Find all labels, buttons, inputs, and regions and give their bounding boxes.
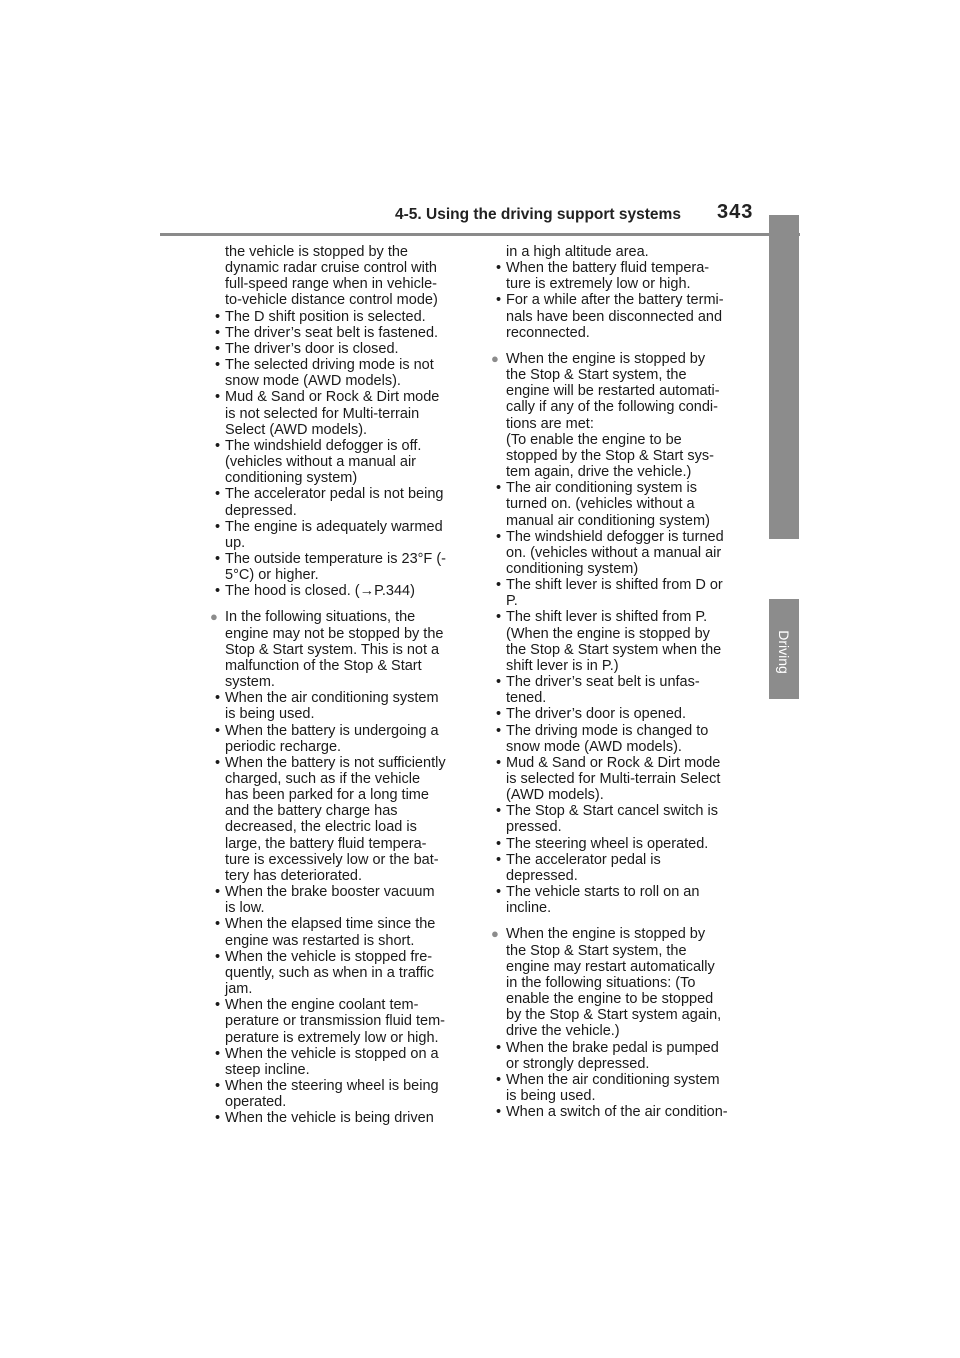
continued-text: the vehicle is stopped by the dynamic radar cruise control with full-speed range when in vehicle- to-vehicle distance control mode)	[225, 244, 438, 309]
bullet-item: • The accelerator pedal is depressed.	[489, 852, 764, 884]
header-divider	[160, 233, 800, 236]
bullet-item: • When the vehicle is being driven	[208, 1110, 473, 1126]
bullet-item: • When the vehicle is stopped on a steep incline.	[208, 1046, 473, 1078]
bullet-item: • When a switch of the air condition-	[489, 1104, 764, 1120]
section-title: 4-5. Using the driving support systems	[395, 206, 681, 223]
bullet-item: • Mud & Sand or Rock & Dirt mode is selected for Multi-terrain Select (AWD models).	[489, 755, 764, 803]
chapter-label-wrap	[772, 622, 796, 682]
bullet-item: • The windshield defogger is off. (vehicles without a manual air conditioning system)	[208, 438, 473, 486]
bullet-item: • The steering wheel is operated.	[489, 836, 764, 852]
bullet-item: • The driver’s door is closed.	[208, 341, 473, 357]
bullet-item: • The outside temperature is 23°F (- 5°C) or higher.	[208, 551, 473, 583]
bullet-item: • When the air conditioning system is being used.	[208, 690, 473, 722]
bullet-item: • The Stop & Start cancel switch is pressed.	[489, 803, 764, 835]
bullet-item: • For a while after the battery termi- nals have been disconnected and reconnected.	[489, 292, 764, 340]
bullet-item: • The vehicle starts to roll on an incline.	[489, 884, 764, 916]
bullet-item: • When the battery is not sufficiently charged, such as if the vehicle has been parked for a long time and the battery charge has decreased, the electric load is large, the battery fluid tempera- ture is excessively low or the bat- tery has deteriorated.	[208, 755, 473, 884]
page-number: 343	[717, 201, 754, 223]
bullet-item: • Mud & Sand or Rock & Dirt mode is not selected for Multi-terrain Select (AWD models).	[208, 389, 473, 437]
bullet-item: • The selected driving mode is not snow mode (AWD models).	[208, 357, 473, 389]
chapter-label: Driving	[776, 630, 792, 674]
bullet-item: • The air conditioning system is turned on. (vehicles without a manual air conditioning system)	[489, 480, 764, 528]
bullet-item: • When the elapsed time since the engine was restarted is short.	[208, 916, 473, 948]
left-text-column	[208, 244, 473, 1126]
bullet-item: • When the brake booster vacuum is low.	[208, 884, 473, 916]
chapter-number-box	[769, 539, 799, 599]
right-text-column	[489, 244, 764, 1120]
bullet-item: • When the battery is undergoing a periodic recharge.	[208, 723, 473, 755]
note-paragraph: ● In the following situations, the engine may not be stopped by the Stop & Start system. This is not a malfunction of the Stop & Start system.	[208, 609, 473, 690]
note-paragraph: ● When the engine is stopped by the Stop & Start system, the engine will be restarted automati- cally if any of the following condi- tions are met: (To enable the engine to be stopped by the Stop & Start sys- tem again, drive the vehicle.)	[489, 351, 764, 480]
bullet-item: • The driving mode is changed to snow mode (AWD models).	[489, 723, 764, 755]
bullet-item: • When the steering wheel is being operated.	[208, 1078, 473, 1110]
continued-text: in a high altitude area.	[506, 244, 649, 260]
bullet-item: • The driver’s seat belt is fastened.	[208, 325, 473, 341]
bullet-item: • The accelerator pedal is not being depressed.	[208, 486, 473, 518]
bullet-item: • The hood is closed. (→P.344)	[208, 583, 473, 599]
bullet-item: • The shift lever is shifted from D or P.	[489, 577, 764, 609]
bullet-item: • The windshield defogger is turned on. (vehicles without a manual air conditioning system)	[489, 529, 764, 577]
bullet-item: • When the air conditioning system is being used.	[489, 1072, 764, 1104]
note-paragraph: ● When the engine is stopped by the Stop & Start system, the engine may restart automatically in the following situations: (To enable the engine to be stopped by the Stop & Start system again, drive the vehicle.)	[489, 926, 764, 1039]
bullet-item: • The engine is adequately warmed up.	[208, 519, 473, 551]
bullet-item: • The D shift position is selected.	[208, 309, 473, 325]
bullet-item: • The driver’s seat belt is unfas- tened.	[489, 674, 764, 706]
bullet-item: • When the battery fluid tempera- ture is extremely low or high.	[489, 260, 764, 292]
bullet-item: • When the vehicle is stopped fre- quently, such as when in a traffic jam.	[208, 949, 473, 997]
bullet-item: • When the engine coolant tem- perature or transmission fluid tem- perature is extremely low or high.	[208, 997, 473, 1045]
bullet-item: • The driver’s door is opened.	[489, 706, 764, 722]
bullet-item: • The shift lever is shifted from P. (When the engine is stopped by the Stop & Start system when the shift lever is in P.)	[489, 609, 764, 674]
chapter-number: 4	[780, 570, 788, 585]
bullet-item: • When the brake pedal is pumped or strongly depressed.	[489, 1040, 764, 1072]
